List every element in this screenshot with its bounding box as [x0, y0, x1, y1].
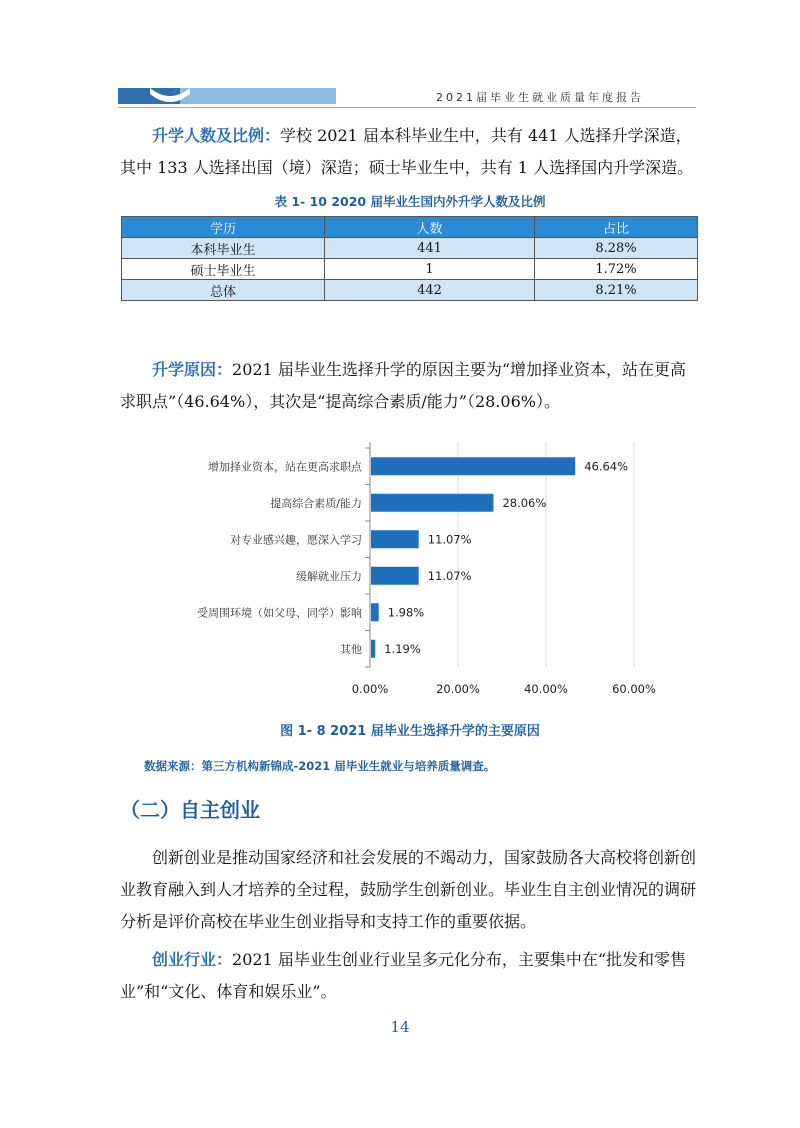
header-rule [118, 107, 696, 108]
table-cell: 1.72% [535, 259, 698, 280]
admission-reasons-chart [0, 430, 800, 700]
table-header-cell: 人数 [325, 217, 535, 238]
data-label: 11.07% [427, 568, 472, 583]
table-cell: 441 [325, 238, 535, 259]
table-cell: 1 [325, 259, 535, 280]
admission-table [121, 216, 698, 301]
data-label: 46.64% [584, 459, 629, 474]
x-tick-label: 0.00% [351, 682, 389, 696]
bar [371, 457, 575, 475]
table-row [122, 238, 698, 259]
category-label: 增加择业资本，站在更高求职点 [208, 460, 362, 474]
header-band-light [180, 88, 336, 104]
category-label: 缓解就业压力 [296, 569, 362, 583]
x-tick-label: 60.00% [612, 682, 656, 696]
data-label: 11.07% [427, 532, 472, 547]
table-header-cell: 学历 [122, 217, 325, 238]
section-title: （二）自主创业 [120, 798, 260, 822]
paragraph-admission-reasons [120, 354, 700, 418]
header-title: 2021届毕业生就业质量年度报告 [436, 91, 644, 104]
data-source-note: 数据来源：第三方机构新锦成-2021 届毕业生就业与培养质量调查。 [144, 759, 496, 773]
paragraph-text: 2021 届毕业生创业行业呈多元化分布，主要集中在“批发和零售业”和“文化、体育和娱乐业”。 [120, 950, 687, 1001]
x-tick-label: 20.00% [436, 682, 480, 696]
table-cell: 硕士毕业生 [122, 259, 325, 280]
paragraph-lead: 创业行业： [152, 950, 233, 969]
table-row [122, 259, 698, 280]
table-cell: 本科毕业生 [122, 238, 325, 259]
bar [371, 494, 493, 512]
category-label: 提高综合素质/能力 [270, 496, 362, 510]
header-swoosh-logo [150, 80, 190, 108]
table-cell: 总体 [122, 280, 325, 301]
figure-caption: 图 1- 8 2021 届毕业生选择升学的主要原因 [280, 724, 540, 739]
bar [371, 530, 419, 548]
bar [371, 567, 419, 585]
category-label: 受周围环境（如父母、同学）影响 [197, 606, 362, 620]
paragraph-text: 学校 2021 届本科毕业生中，共有 441 人选择升学深造，其中 133 人选择出国（境）深造；硕士毕业生中，共有 1 人选择国内升学深造。 [120, 126, 694, 177]
paragraph-lead: 升学人数及比例： [152, 126, 281, 145]
paragraph-text: 2021 届毕业生选择升学的原因主要为“增加择业资本，站在更高求职点”（46.64%），其次是“提高综合素质/能力”（28.06%）。 [120, 360, 687, 411]
table-header-cell: 占比 [535, 217, 698, 238]
table-row [122, 280, 698, 301]
page-number: 14 [390, 1018, 410, 1036]
data-label: 1.98% [387, 605, 425, 620]
x-tick-label: 40.00% [524, 682, 568, 696]
bar [371, 603, 379, 621]
paragraph-lead: 升学原因： [152, 360, 233, 379]
data-label: 1.19% [384, 641, 421, 656]
category-label: 对专业感兴趣，愿深入学习 [230, 533, 362, 547]
bar [371, 640, 375, 658]
data-label: 28.06% [502, 495, 547, 510]
paragraph-entrepreneurship-intro: 创新创业是推动国家经济和社会发展的不竭动力，国家鼓励各大高校将创新创业教育融入到人才培养的全过程，鼓励学生创新创业。毕业生自主创业情况的调研分析是评价高校在毕业生创业指导和支持工作的重要依据。 [120, 848, 697, 931]
table-caption: 表 1- 10 2020 届毕业生国内外升学人数及比例 [274, 194, 546, 209]
category-label: 其他 [340, 642, 362, 656]
table-header-row [122, 217, 698, 238]
paragraph-admission-count [120, 120, 700, 184]
table-cell: 8.28% [535, 238, 698, 259]
table-cell: 8.21% [535, 280, 698, 301]
table-cell: 442 [325, 280, 535, 301]
paragraph-entrepreneurship-industry [120, 944, 700, 1008]
